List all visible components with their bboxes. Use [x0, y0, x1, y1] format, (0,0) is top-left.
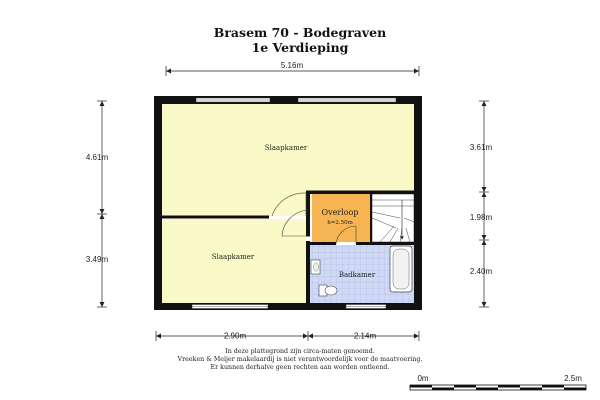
bathroom-sink	[311, 260, 320, 274]
landing-floor	[312, 194, 370, 242]
dimension-left-upper-label: 4.61m	[85, 153, 109, 162]
dimension-right-upper-label: 3.61m	[469, 143, 493, 152]
dimension-right-middle-label: 1.98m	[469, 213, 493, 222]
scale-bar-start-label: 0m	[417, 374, 429, 383]
dimension-right	[470, 101, 493, 307]
disclaimer-line-1: In deze plattegrond zijn circa-maten genoemd.	[225, 348, 375, 355]
floor-label: 1e Verdieping	[251, 40, 349, 55]
room-label-landing-height: h=2.50m	[327, 220, 353, 226]
room-label-bedroom-top: Slaapkamer	[264, 144, 308, 152]
dimension-left	[86, 101, 109, 307]
disclaimer-line-3: Er kunnen derhalve geen rechten aan worden ontleend.	[210, 364, 390, 371]
room-label-bathroom: Badkamer	[338, 271, 376, 279]
toilet	[319, 285, 337, 296]
scale-bar	[410, 374, 586, 390]
scale-bar-end-label: 2.5m	[564, 374, 582, 383]
dimension-bottom-left-label: 2.90m	[223, 331, 247, 341]
staircase	[372, 194, 414, 242]
dimension-bottom-right-label: 2.14m	[353, 331, 377, 341]
room-label-landing: Overloop	[321, 208, 359, 217]
room-label-bedroom-bottom: Slaapkamer	[211, 253, 255, 261]
dimension-right-lower-label: 2.40m	[469, 267, 493, 276]
dimension-top	[166, 61, 419, 76]
plan-title: Brasem 70 - Bodegraven	[213, 25, 387, 40]
bedroom-bottom-floor	[162, 219, 306, 303]
dimension-bottom	[156, 331, 419, 341]
dimension-top-label: 5.16m	[280, 61, 304, 70]
dimension-left-lower-label: 3.49m	[85, 255, 109, 264]
bathtub	[390, 246, 412, 292]
disclaimer-line-2: Vreeken & Meijer makelaardij is niet verantwoordelijk voor de maatvoering.	[177, 356, 423, 363]
